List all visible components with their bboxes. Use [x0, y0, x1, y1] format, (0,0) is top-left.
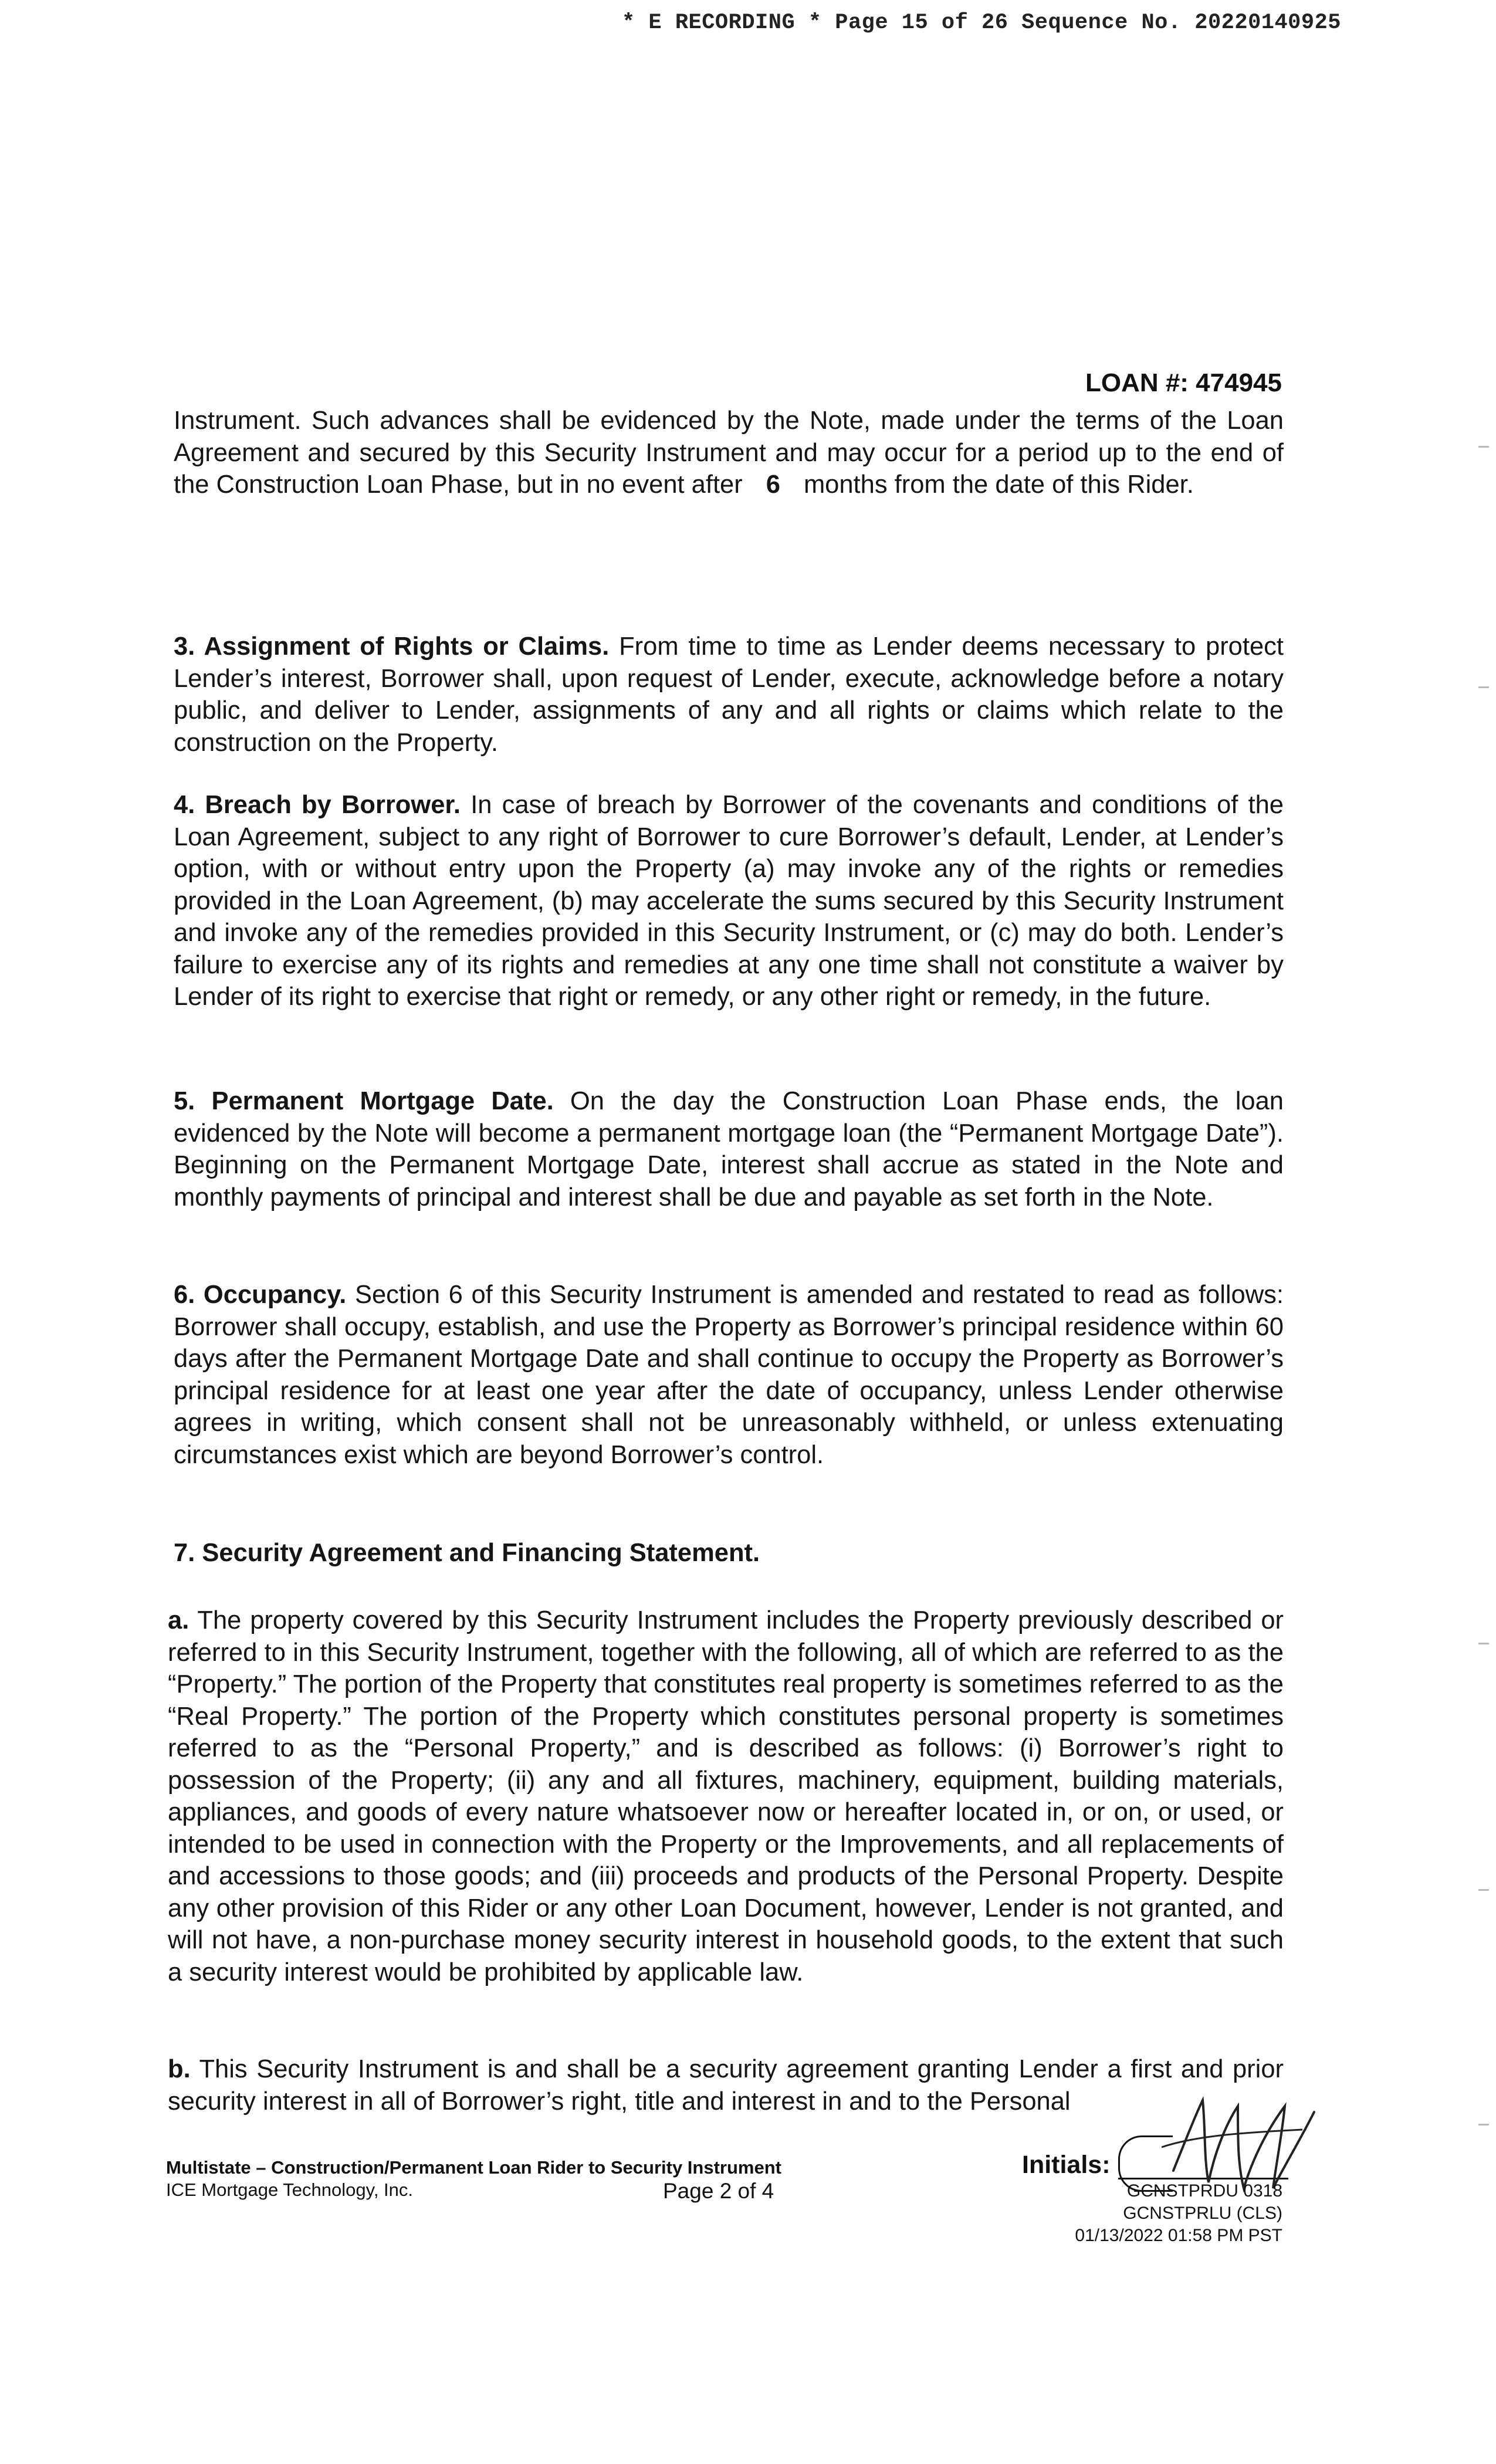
- intro-paragraph: [174, 405, 1284, 501]
- margin-mark: [1478, 1889, 1489, 1891]
- section-7b: [168, 2053, 1284, 2117]
- intro-text-1: Instrument. Such advances shall be evidenced by the Note, made under the terms of the Loan Agreement and secured by this Security Instrument and may occur for a period up to the end of the Construction Loan Phase, but in no event after: [174, 407, 1284, 499]
- section-3-heading: 3. Assignment of Rights or Claims.: [174, 632, 610, 661]
- section-7a-label: a.: [168, 1606, 189, 1634]
- section-7: [174, 1537, 1284, 1569]
- section-6: [174, 1279, 1284, 1471]
- section-4: [174, 789, 1284, 1013]
- code-1: GCNSTPRDU 0318: [1126, 2181, 1282, 2201]
- section-3-text: From time to time as Lender deems necessary to protect Lender’s interest, Borrower shall, upon request of Lender, execute, acknowledge before a notary public, and deliver to Lender, assignments of any and all rights or claims which relate to the construction on the Property.: [174, 632, 1284, 757]
- months-value: 6: [766, 471, 780, 499]
- section-7a: [168, 1605, 1284, 1988]
- margin-mark: [1478, 1643, 1489, 1644]
- section-7a-text: The property covered by this Security Instrument includes the Property previously described or referred to in this Security Instrument, together with the following, all of which are referred to as the “Property.” The portion of the Property that constitutes real property is sometimes referred to as the “Real Property.” The portion of the Property which constitutes personal property is sometimes referred to as the “Personal Property,” and is described as follows: (i) Borrower’s right to possession of the Property; (ii) any and all fixtures, machinery, equipment, building materials, appliances, and goods of every nature whatsoever now or hereafter located in, or on, or used, or intended to be used in connection with the Property or the Improvements, and all replacements of and accessions to those goods; and (iii) proceeds and products of the Personal Property. Despite any other provision of this Rider or any other Loan Document, however, Lender is not granted, and will not have, a non-purchase money security interest in household goods, to the extent that such a security interest would be prohibited by applicable law.: [168, 1606, 1284, 1986]
- section-6-heading: 6. Occupancy.: [174, 1281, 347, 1309]
- recording-header: * E RECORDING * Page 15 of 26 Sequence No. 20220140925: [622, 11, 1341, 35]
- intro-text-2: months from the date of this Rider.: [803, 471, 1194, 499]
- section-4-text: In case of breach by Borrower of the covenants and conditions of the Loan Agreement, subject to any right of Borrower to cure Borrower’s default, Lender, at Lender’s option, with or without entry upon the Property (a) may invoke any of the rights or remedies provided in the Loan Agreement, (b) may accelerate the sums secured by this Security Instrument and invoke any of the remedies provided in this Security Instrument, or (c) may do both. Lender’s failure to exercise any of its rights and remedies at any one time shall not constitute a waiver by Lender of its right to exercise that right or remedy, or any other right or remedy, in the future.: [174, 791, 1284, 1011]
- margin-mark: [1478, 2124, 1489, 2125]
- margin-mark: [1478, 446, 1489, 448]
- form-codes: [1036, 2180, 1282, 2247]
- initials-label: Initials:: [1022, 2151, 1111, 2179]
- page-number: Page 2 of 4: [663, 2179, 774, 2203]
- section-7b-label: b.: [168, 2055, 191, 2083]
- company-name: ICE Mortgage Technology, Inc.: [166, 2179, 414, 2200]
- margin-mark: [1478, 686, 1489, 688]
- section-5: [174, 1085, 1284, 1213]
- section-5-text: On the day the Construction Loan Phase ends, the loan evidenced by the Note will become a permanent mortgage loan (the “Permanent Mortgage Date”). Beginning on the Permanent Mortgage Date, interest shall accrue as stated in the Note and monthly payments of principal and interest shall be due and payable as set forth in the Note.: [174, 1087, 1284, 1211]
- section-3: [174, 631, 1284, 759]
- section-7-heading: 7. Security Agreement and Financing Statement.: [174, 1539, 760, 1567]
- section-4-heading: 4. Breach by Borrower.: [174, 791, 461, 819]
- section-7b-text: This Security Instrument is and shall be a security agreement granting Lender a first and prior security interest in all of Borrower’s right, title and interest in and to the Personal: [168, 2055, 1284, 2116]
- code-2: GCNSTPRLU (CLS): [1123, 2204, 1282, 2223]
- form-title: Multistate – Construction/Permanent Loan Rider to Security Instrument: [166, 2157, 781, 2178]
- timestamp: 01/13/2022 01:58 PM PST: [1075, 2226, 1282, 2245]
- loan-number: LOAN #: 474945: [1085, 368, 1282, 397]
- section-5-heading: 5. Permanent Mortgage Date.: [174, 1087, 554, 1115]
- section-6-text: Section 6 of this Security Instrument is amended and restated to read as follows: Borrower shall occupy, establish, and use the Property as Borrower’s principal residence within 60 days after the Permanent Mortgage Date and shall continue to occupy the Property as Borrower’s principal residence for at least one year after the date of occupancy, unless Lender otherwise agrees in writing, which consent shall not be unreasonably withheld, or unless extenuating circumstances exist which are beyond Borrower’s control.: [174, 1281, 1284, 1469]
